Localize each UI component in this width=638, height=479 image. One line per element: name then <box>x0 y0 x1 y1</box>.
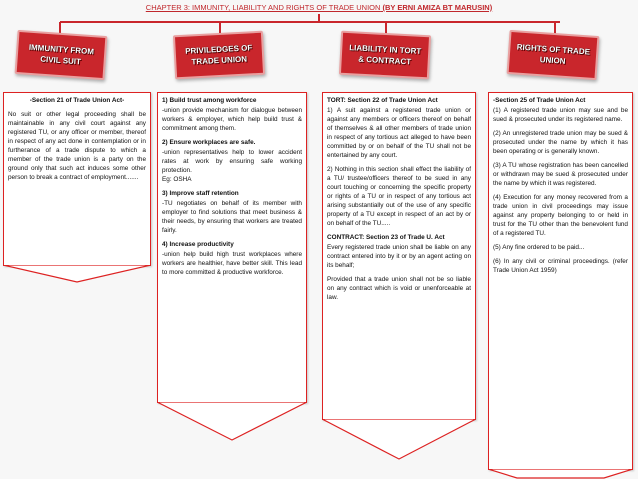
liability-text: Provided that a trade union shall not be so liable on any contract which is void or unenforceable at law. <box>327 276 471 301</box>
liability-heading: TORT: Section 22 of Trade Union Act <box>327 97 438 104</box>
immunity-box-tip <box>3 265 151 283</box>
rights-text: (2) An unregistered trade union may be sued & prosecuted under the name by which it has been operating or is generally known. <box>493 130 628 155</box>
chapter-author: (BY ERNI AMIZA BT MARUSIN) <box>382 3 493 12</box>
heading-line: CIVIL SUIT <box>39 54 82 67</box>
heading-immunity <box>15 30 108 80</box>
immunity-text: No suit or other legal proceeding shall be maintainable in any civil court against any registered TU, or any officer or member, thereof in respect of any act done in contemplation or in furtherance of a trade dispute to which a member of the trade union is a party on the ground only that such act induces some other person to break a contract of employment....... <box>8 111 146 181</box>
privileges-box-tip <box>157 402 307 442</box>
rights-text: (6) In any civil or criminal proceedings. (refer Trade Union Act 1959) <box>493 258 628 274</box>
heading-line: TRADE UNION <box>191 54 248 67</box>
privilege-heading: 4) Increase productivity <box>162 241 234 248</box>
heading-line: IMMUNITY FROM <box>28 42 95 57</box>
immunity-box <box>3 92 151 266</box>
privilege-heading: 1) Build trust among workforce <box>162 97 257 104</box>
chapter-title-text: CHAPTER 3: IMMUNITY, LIABILITY AND RIGHTS OF TRADE UNION <box>145 3 381 12</box>
privilege-heading: 3) Improve staff retention <box>162 190 239 197</box>
heading-rights <box>507 30 600 80</box>
heading-line: RIGHTS OF TRADE <box>516 42 591 57</box>
rights-text: (1) A registered trade union may sue and be sued & prosecuted under its registered name. <box>493 107 628 123</box>
liability-text: 2) Nothing in this section shall effect the liability of a TU/ trustee/officers thereof to be sued in any court touching or concerning the specific property or rights of a TU or in respect of any tortious act arising substantially out of the use of any specific property of a TU except in respect of an act by or on behalf of the TU..... <box>327 166 471 227</box>
rights-box <box>488 92 633 470</box>
privilege-text: -TU negotiates on behalf of its member with employer to find solutions that meet business & their needs, by ensuring that workers are treated fairly. <box>162 200 302 234</box>
heading-line: UNION <box>539 55 566 66</box>
privilege-text: -union help build high trust workplaces where workers are healthier, have better skill. This lead to more committed & productive workforce. <box>162 251 302 276</box>
privileges-box <box>157 92 307 403</box>
rights-section: -Section 25 of Trade Union Act <box>493 97 586 104</box>
rights-text: (4) Execution for any money recovered from a trade union in civil proceedings may issue against any property belonging to or held in trust for the TU other than the benevolent fund of a registered TU. <box>493 194 628 237</box>
liability-heading: CONTRACT: Section 23 of Trade U. Act <box>327 234 445 241</box>
rights-box-tip <box>488 469 633 479</box>
privilege-text: -union provide mechanism for dialogue between workers & employer, which help build trust & commitment among them. <box>162 107 302 132</box>
privilege-example: Eg: OSHA <box>162 176 192 183</box>
heading-liability <box>339 31 431 80</box>
heading-line: PRIVILEDGES OF <box>184 43 253 56</box>
immunity-section: -Section 21 of Trade Union Act- <box>29 97 125 104</box>
heading-privileges <box>173 31 265 80</box>
rights-text: (5) Any fine ordered to be paid... <box>493 244 585 251</box>
heading-line: LIABILITY IN TORT <box>349 43 422 56</box>
privilege-heading: 2) Ensure workplaces are safe. <box>162 139 256 146</box>
liability-box-tip <box>322 419 476 461</box>
liability-box <box>322 92 476 420</box>
privilege-text: -union representatives help to lower accident rates at work by ensuring safe working protection. <box>162 149 302 174</box>
liability-text: Every registered trade union shall be liable on any contract entered into by it or by an agent acting on its behalf; <box>327 244 471 269</box>
heading-line: & CONTRACT <box>358 54 412 67</box>
liability-text: 1) A suit against a registered trade union or against any members or officers thereof on behalf of themselves & all other members of trade union in respect of any tortious act alleged to have been committed by or on behalf of the TU shall not be entertained by any court. <box>327 107 471 159</box>
rights-text: (3) A TU whose registration has been cancelled or withdrawn may be sued & prosecuted under the name by which it was registered. <box>493 162 628 187</box>
